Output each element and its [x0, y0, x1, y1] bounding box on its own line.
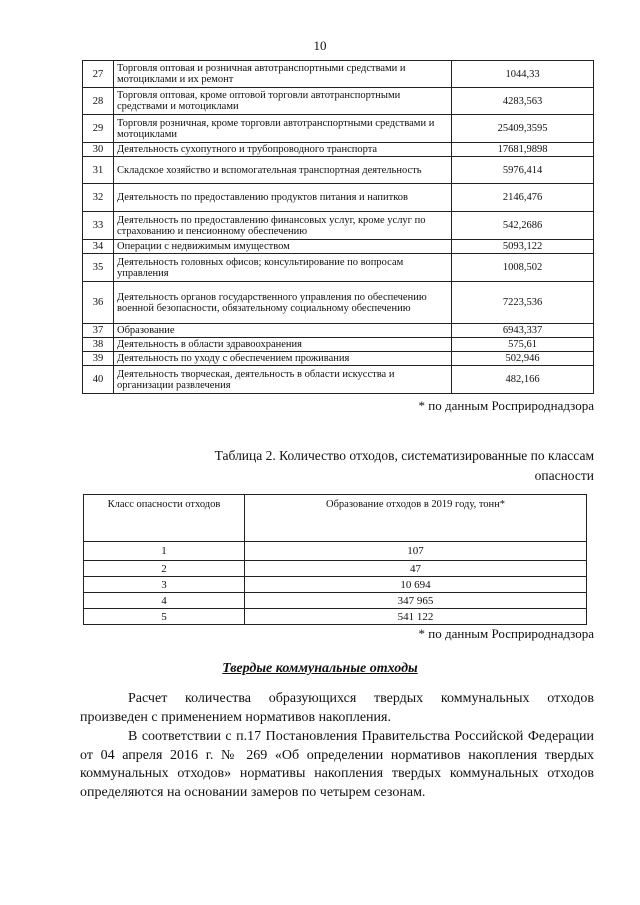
waste-value: 502,946 — [452, 352, 594, 366]
table-row — [83, 240, 594, 254]
hazard-class: 3 — [84, 577, 245, 593]
activity-name: Деятельность в области здравоохранения — [114, 338, 452, 352]
table2-footnote: * по данным Росприроднадзора — [418, 626, 594, 641]
column-header-waste-amount: Образование отходов в 2019 году, тонн* — [245, 495, 587, 542]
activity-name: Деятельность по уходу с обеспечением проживания — [114, 352, 452, 366]
activity-name: Деятельность головных офисов; консультирование по вопросам управления — [114, 254, 452, 282]
waste-amount: 541 122 — [245, 609, 587, 625]
row-number: 29 — [83, 115, 114, 143]
waste-value: 542,2686 — [452, 212, 594, 240]
activity-waste-table — [82, 60, 594, 394]
waste-value: 4283,563 — [452, 88, 594, 115]
section-heading: Твердые коммунальные отходы — [222, 661, 418, 676]
waste-value: 2146,476 — [452, 184, 594, 212]
hazard-class: 1 — [84, 542, 245, 561]
activity-name: Деятельность по предоставлению финансовых услуг, кроме услуг по страхованию и пенсионному обеспечению — [114, 212, 452, 240]
column-header-hazard-class: Класс опасности отходов — [84, 495, 245, 542]
table-row — [84, 593, 587, 609]
table-row — [84, 561, 587, 577]
hazard-class-table — [83, 494, 587, 625]
page-number: 10 — [313, 38, 327, 53]
activity-name: Образование — [114, 324, 452, 338]
waste-value: 5976,414 — [452, 157, 594, 184]
table-row — [83, 338, 594, 352]
hazard-class: 5 — [84, 609, 245, 625]
waste-amount: 47 — [245, 561, 587, 577]
waste-value: 5093,122 — [452, 240, 594, 254]
row-number: 27 — [83, 61, 114, 88]
table-row — [83, 282, 594, 324]
waste-value: 482,166 — [452, 366, 594, 394]
table-row — [83, 352, 594, 366]
table1-footnote: * по данным Росприроднадзора — [418, 398, 594, 413]
row-number: 31 — [83, 157, 114, 184]
table-row — [83, 366, 594, 394]
waste-value: 1008,502 — [452, 254, 594, 282]
row-number: 37 — [83, 324, 114, 338]
table2-caption: Таблица 2. Количество отходов, систематизированные по классам опасности — [214, 448, 594, 483]
activity-name: Деятельность органов государственного управления по обеспечению военной безопасности, обязательному социальному обеспечению — [114, 282, 452, 324]
waste-value: 6943,337 — [452, 324, 594, 338]
table-row — [83, 88, 594, 115]
table-row — [83, 324, 594, 338]
waste-value: 17681,9898 — [452, 143, 594, 157]
table-row — [84, 542, 587, 561]
waste-amount: 107 — [245, 542, 587, 561]
row-number: 35 — [83, 254, 114, 282]
table-row — [83, 157, 594, 184]
table-row — [83, 143, 594, 157]
waste-amount: 347 965 — [245, 593, 587, 609]
activity-name: Операции с недвижимым имуществом — [114, 240, 452, 254]
table-row — [83, 254, 594, 282]
activity-name: Деятельность творческая, деятельность в области искусства и организации развлечения — [114, 366, 452, 394]
row-number: 32 — [83, 184, 114, 212]
table-row — [83, 212, 594, 240]
waste-value: 1044,33 — [452, 61, 594, 88]
row-number: 36 — [83, 282, 114, 324]
activity-name: Торговля оптовая и розничная автотранспортными средствами и мотоциклами и их ремонт — [114, 61, 452, 88]
paragraph: В соответствии с п.17 Постановления Правительства Российской Федерации от 04 апреля 2016 г. № 269 «Об определении нормативов накопления твердых коммунальных отходов» нормативы накопления твердых коммунальных отходов определяются на основании замеров по четырем сезонам. — [80, 729, 594, 800]
activity-name: Складское хозяйство и вспомогательная транспортная деятельность — [114, 157, 452, 184]
activity-name: Деятельность сухопутного и трубопроводного транспорта — [114, 143, 452, 157]
activity-name: Торговля розничная, кроме торговли автотранспортными средствами и мотоциклами — [114, 115, 452, 143]
table-row — [84, 577, 587, 593]
table-row — [83, 184, 594, 212]
waste-value: 7223,536 — [452, 282, 594, 324]
waste-value: 25409,3595 — [452, 115, 594, 143]
row-number: 33 — [83, 212, 114, 240]
table-header-row — [84, 495, 587, 542]
hazard-class: 4 — [84, 593, 245, 609]
hazard-class: 2 — [84, 561, 245, 577]
table-row — [83, 115, 594, 143]
waste-amount: 10 694 — [245, 577, 587, 593]
table-row — [83, 61, 594, 88]
row-number: 30 — [83, 143, 114, 157]
table-row — [84, 609, 587, 625]
activity-name: Торговля оптовая, кроме оптовой торговли автотранспортными средствами и мотоциклами — [114, 88, 452, 115]
row-number: 38 — [83, 338, 114, 352]
row-number: 40 — [83, 366, 114, 394]
activity-name: Деятельность по предоставлению продуктов питания и напитков — [114, 184, 452, 212]
row-number: 39 — [83, 352, 114, 366]
row-number: 28 — [83, 88, 114, 115]
row-number: 34 — [83, 240, 114, 254]
waste-value: 575,61 — [452, 338, 594, 352]
paragraph: Расчет количества образующихся твердых коммунальных отходов произведен с применением нормативов накопления. — [80, 691, 594, 725]
